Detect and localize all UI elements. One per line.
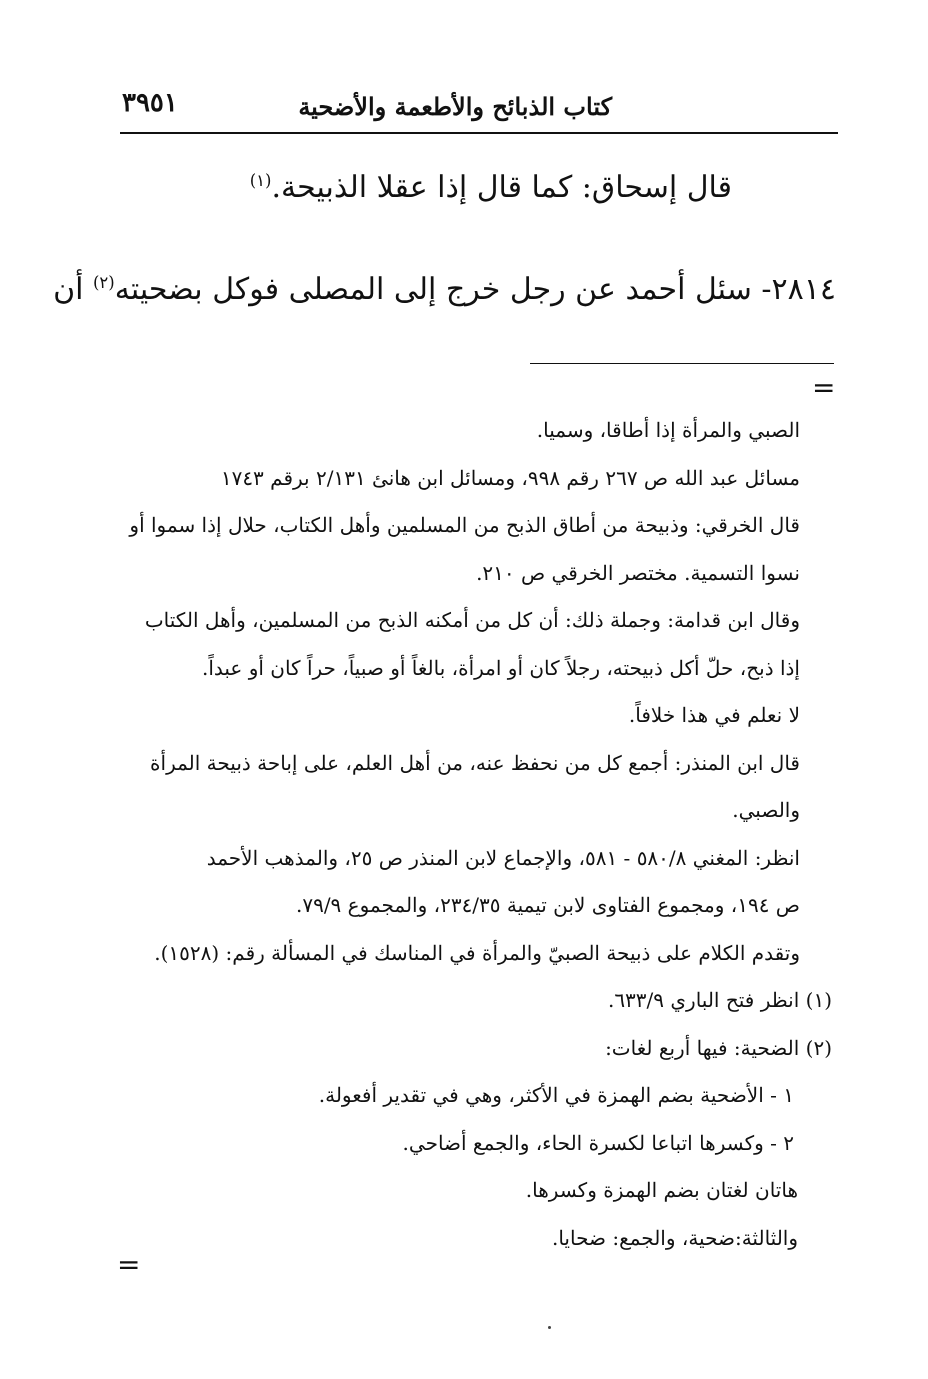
footnote-ref: (٢): [92, 273, 115, 292]
running-header-title: كتاب الذبائح والأطعمة والأضحية: [298, 92, 612, 121]
footnote-line: والثالثة:ضحية، والجمع: ضحايا.: [551, 1226, 798, 1250]
main-text: قال إسحاق: كما قال إذا عقلا الذبيحة.: [271, 170, 732, 205]
footnote-line: الصبي والمرأة إذا أطاقا، وسميا.: [536, 418, 800, 442]
main-text-line: [250, 170, 732, 205]
footnote-line: ص ١٩٤، ومجموع الفتاوى لابن تيمية ٢٣٤/٣٥، والمجموع ٧٩/٩.: [295, 893, 800, 917]
main-text-line: [53, 272, 836, 307]
header-rule: [120, 132, 838, 134]
footnote-line: (١) انظر فتح الباري ٦٣٣/٩.: [607, 988, 832, 1012]
footnote-line: هاتان لغتان بضم الهمزة وكسرها.: [525, 1178, 798, 1202]
footnote-separator: [530, 363, 834, 364]
footnote-line: لا نعلم في هذا خلافاً.: [628, 703, 800, 727]
scan-speck: [548, 1326, 551, 1329]
main-text: أن: [53, 272, 93, 307]
footnote-line: انظر: المغني ٥٨٠/٨ - ٥٨١، والإجماع لابن المنذر ص ٢٥، والمذهب الأحمد: [206, 846, 800, 870]
main-text: ٢٨١٤- سئل أحمد عن رجل خرج إلى المصلى فوكل بضحيته: [114, 272, 836, 307]
footnote-line: مسائل عبد الله ص ٢٦٧ رقم ٩٩٨، ومسائل ابن هانئ ٢/١٣١ برقم ١٧٤٣: [220, 466, 800, 490]
footnote-ref: (١): [249, 171, 272, 190]
footnote-line: نسوا التسمية. مختصر الخرقي ص ٢١٠.: [476, 561, 800, 585]
footnote-line: ١ - الأضحية بضم الهمزة في الأكثر، وهي في تقدير أفعولة.: [318, 1083, 794, 1107]
footnote-line: (٢) الضحية: فيها أربع لغات:: [605, 1036, 832, 1060]
footnote-line: إذا ذبح، حلّ أكل ذبيحته، رجلاً كان أو امرأة، بالغاً أو صبياً، حراً كان أو عبداً.: [201, 656, 800, 680]
footnote-line: وتقدم الكلام على ذبيحة الصبيّ والمرأة في المناسك في المسألة رقم: (١٥٢٨).: [154, 941, 800, 965]
footnote-line: قال الخرقي: وذبيحة من أطاق الذبح من المسلمين وأهل الكتاب، حلال إذا سموا أو: [129, 513, 800, 537]
footnote-line: ٢ - وكسرها اتباعا لكسرة الحاء، والجمع أضاحي.: [402, 1131, 794, 1155]
footnote-line: والصبي.: [732, 798, 800, 822]
footnote-line: وقال ابن قدامة: وجملة ذلك: أن كل من أمكنه الذبح من المسلمين، وأهل الكتاب: [144, 608, 800, 632]
continuation-mark: =: [812, 371, 836, 404]
footnote-line: قال ابن المنذر: أجمع كل من نحفظ عنه، من أهل العلم، على إباحة ذبيحة المرأة: [150, 751, 800, 775]
page-number: ٣٩٥١: [122, 88, 178, 118]
continuation-mark: =: [117, 1248, 141, 1281]
